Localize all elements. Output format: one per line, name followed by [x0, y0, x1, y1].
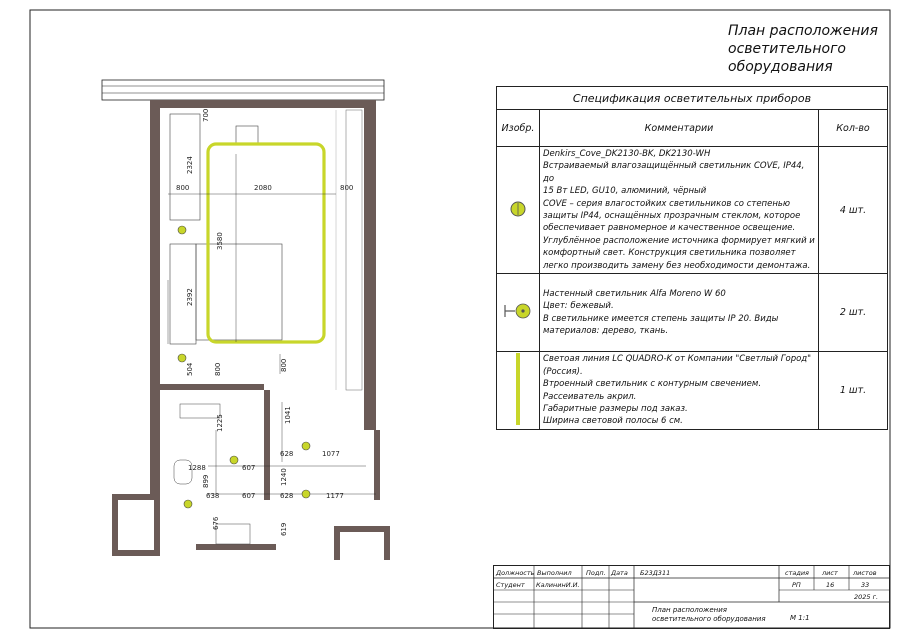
- stamp-year: 2025 г.: [854, 593, 879, 601]
- dim-3580: 3580: [216, 232, 224, 250]
- row3-line: Светоая линия LC QUADRO-K от Компании "Светлый Город": [543, 354, 812, 365]
- row1-line: Углублённое расположение источника формирует мягкий и: [543, 235, 815, 246]
- dim-607a: 607: [242, 464, 256, 472]
- row1-line: Denkirs_Cove_DK2130-BK, DK2130-WH: [543, 149, 711, 159]
- row2-line: В светильнике имеется степень защиты IP 20. Виды: [543, 313, 779, 324]
- sheet-title: [728, 22, 893, 76]
- spot-5: [302, 490, 310, 498]
- table-row: [497, 274, 888, 352]
- floor-plan: [96, 74, 398, 574]
- dim-800c: 800: [214, 362, 222, 376]
- stamp-date-label: Дата: [611, 569, 628, 577]
- stamp-sheet: 16: [826, 581, 835, 589]
- header-qty: Кол-во: [819, 110, 888, 147]
- dim-638: 638: [206, 492, 220, 500]
- dim-607b: 607: [242, 492, 256, 500]
- spot-3: [230, 456, 238, 464]
- dim-2324: 2324: [186, 156, 194, 174]
- row3-line: (Россия).: [543, 366, 583, 377]
- dim-619: 619: [280, 522, 288, 536]
- wall-top: [150, 100, 376, 108]
- row1-line: обеспечивает равномерное и качественное освещение.: [543, 223, 796, 234]
- spec-caption: Спецификация осветительных приборов: [497, 87, 888, 110]
- row2-line: Цвет: бежевый.: [543, 301, 614, 312]
- sheet-title-line2: осветительного: [728, 41, 846, 57]
- row1-line: COVE – серия влагостойких светильников со степенью: [543, 198, 791, 209]
- dim-504: 504: [186, 362, 194, 376]
- dim-2392: 2392: [186, 288, 194, 306]
- shower: [180, 404, 220, 418]
- dim-700: 700: [202, 108, 210, 122]
- stamp-sign-label: Подп.: [586, 569, 606, 577]
- dim-628b: 628: [280, 492, 294, 500]
- row2-qty: 2 шт.: [819, 274, 888, 352]
- dim-628a: 628: [280, 450, 294, 458]
- header-comment: Комментарии: [540, 110, 819, 147]
- dim-1225: 1225: [216, 414, 224, 432]
- dim-800d: 800: [280, 358, 288, 372]
- stamp-done-label: Выполнил: [537, 569, 572, 577]
- spot-6: [184, 500, 192, 508]
- wall-bathroom-right: [264, 390, 270, 500]
- row1-line: 15 Вт LED, GU10, алюминий, чёрный: [543, 186, 707, 197]
- row1-qty: 4 шт.: [819, 147, 888, 274]
- row2-line: Настенный светильник Alfa Moreno W 60: [543, 288, 726, 299]
- wall-left: [150, 100, 160, 500]
- row1-line: Встраиваемый влагозащищённый светильник COVE, IP44, до: [543, 161, 805, 184]
- sink: [216, 524, 250, 544]
- row3-qty: 1 шт.: [819, 352, 888, 430]
- spot-4: [302, 442, 310, 450]
- row3-line: Рассеиватель акрил.: [543, 391, 637, 402]
- row1-line: защиты IP44, оснащённых прозрачным стеклом, которое: [543, 211, 801, 222]
- dim-899: 899: [202, 474, 210, 488]
- spot-1: [178, 226, 186, 234]
- dim-1041: 1041: [284, 406, 292, 424]
- stamp-sheets: 33: [861, 581, 870, 589]
- sheet-title-line3: оборудования: [728, 59, 833, 75]
- wall-bathroom-top: [160, 384, 264, 390]
- table-row: [497, 352, 888, 430]
- light-line: [208, 144, 324, 342]
- desk: [236, 126, 258, 144]
- dim-800a: 800: [176, 184, 190, 192]
- stamp-name-line1: План расположения: [652, 606, 727, 614]
- dim-1177: 1177: [326, 492, 344, 500]
- dim-800b: 800: [340, 184, 354, 192]
- wall-lamp-icon: [497, 274, 540, 352]
- recessed-spotlight-icon: [497, 147, 540, 274]
- spot-2: [178, 354, 186, 362]
- stamp-sheets-label: листов: [853, 569, 877, 577]
- dim-676: 676: [212, 516, 220, 530]
- stamp-stage-label: стадия: [785, 569, 809, 577]
- dim-2080: 2080: [254, 184, 272, 192]
- wall-right: [364, 100, 376, 430]
- header-image: Изобр.: [497, 110, 540, 147]
- table-row: [497, 147, 888, 274]
- light-line-icon: [497, 352, 540, 430]
- row3-line: Втроенный светильник с контурным свечением.: [543, 379, 762, 390]
- stamp-role: Студент: [496, 581, 525, 589]
- title-block: [493, 565, 890, 629]
- row1-line: легко производить замену без необходимости демонтажа.: [543, 260, 811, 271]
- stamp-code: Б23Д311: [640, 569, 671, 577]
- stamp-sheet-label: лист: [822, 569, 838, 577]
- row2-line: материалов: дерево, ткань.: [543, 325, 669, 336]
- wardrobe: [346, 110, 362, 390]
- row3-line: Габаритные размеры под заказ.: [543, 403, 688, 414]
- stamp-author: КалининИ.И.: [536, 581, 580, 589]
- row2-comment: [540, 274, 819, 352]
- row1-line: комфортный свет. Конструкция светильника позволяет: [543, 248, 796, 259]
- window-top: [102, 80, 384, 100]
- row3-line: Ширина световой полосы 6 см.: [543, 416, 683, 427]
- row1-comment: [540, 147, 819, 274]
- spec-table: [496, 86, 888, 430]
- row3-comment: [540, 352, 819, 430]
- dim-1240: 1240: [280, 468, 288, 486]
- stamp-scale: М 1:1: [790, 614, 810, 622]
- stamp-name-line2: осветительного оборудования: [652, 615, 766, 623]
- stamp-stage: РП: [792, 581, 801, 589]
- dim-1288: 1288: [188, 464, 206, 472]
- dim-1077: 1077: [322, 450, 340, 458]
- stamp-role-label: Должность: [496, 569, 535, 577]
- sheet-title-line1: План расположения: [728, 23, 878, 39]
- sofa: [170, 114, 200, 220]
